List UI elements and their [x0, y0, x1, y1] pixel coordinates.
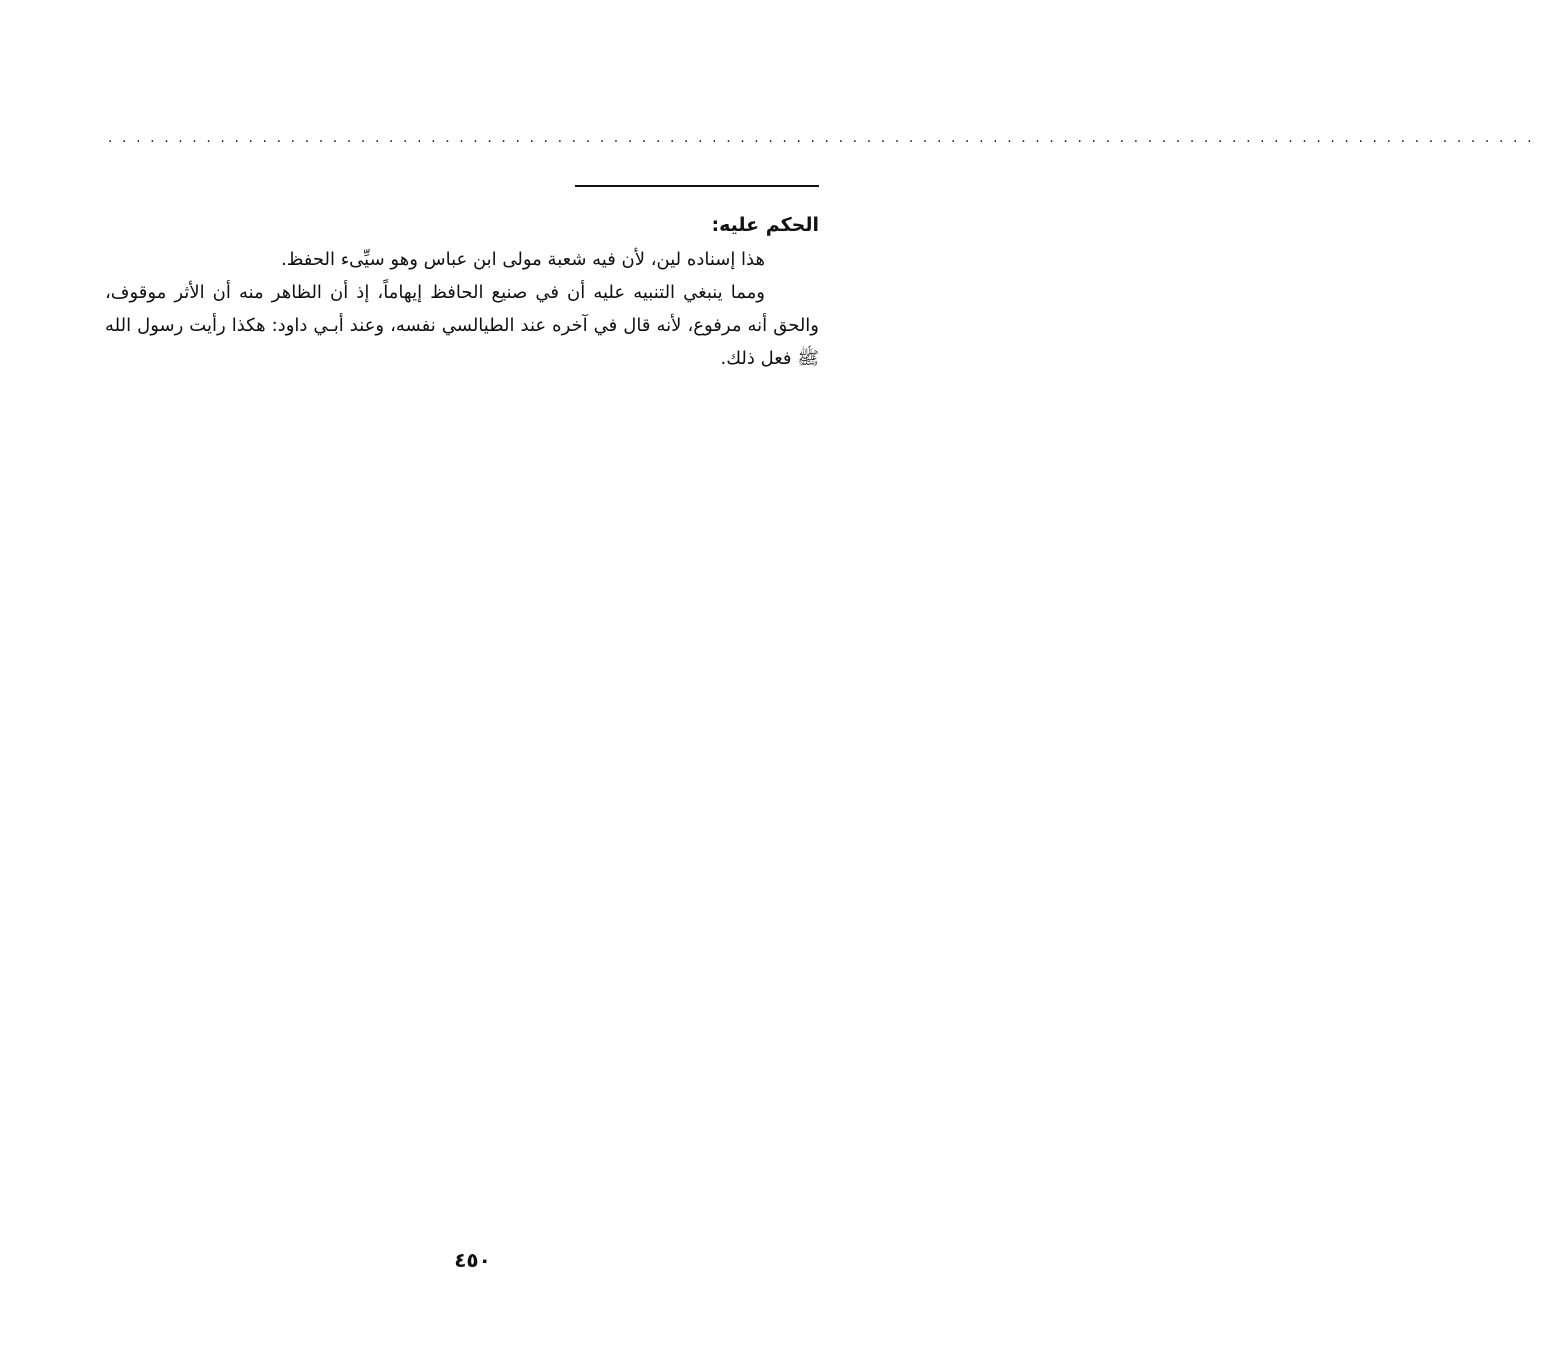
page-number: ٤٥٠	[454, 1248, 491, 1272]
dotted-separator: ......................................................................................................	[108, 130, 1541, 146]
paragraph-1: هذا إسناده لين، لأن فيه شعبة مولى ابن عباس وهو سيِّىء الحفظ.	[280, 249, 765, 270]
section-heading: الحكم عليه:	[711, 214, 819, 236]
main-text	[105, 210, 819, 375]
paragraph-2: ومما ينبغي التنبيه عليه أن في صنيع الحافظ إيهاماً، إذ أن الظاهر منه أن الأثر موقوف، والحق أنه مرفوع، لأنه قال في آخره عند الطيالسي نفسه، وعند أبـي داود: هكذا رأيت رسول الله ﷺ فعل ذلك.	[105, 282, 819, 369]
section-rule	[575, 185, 819, 187]
